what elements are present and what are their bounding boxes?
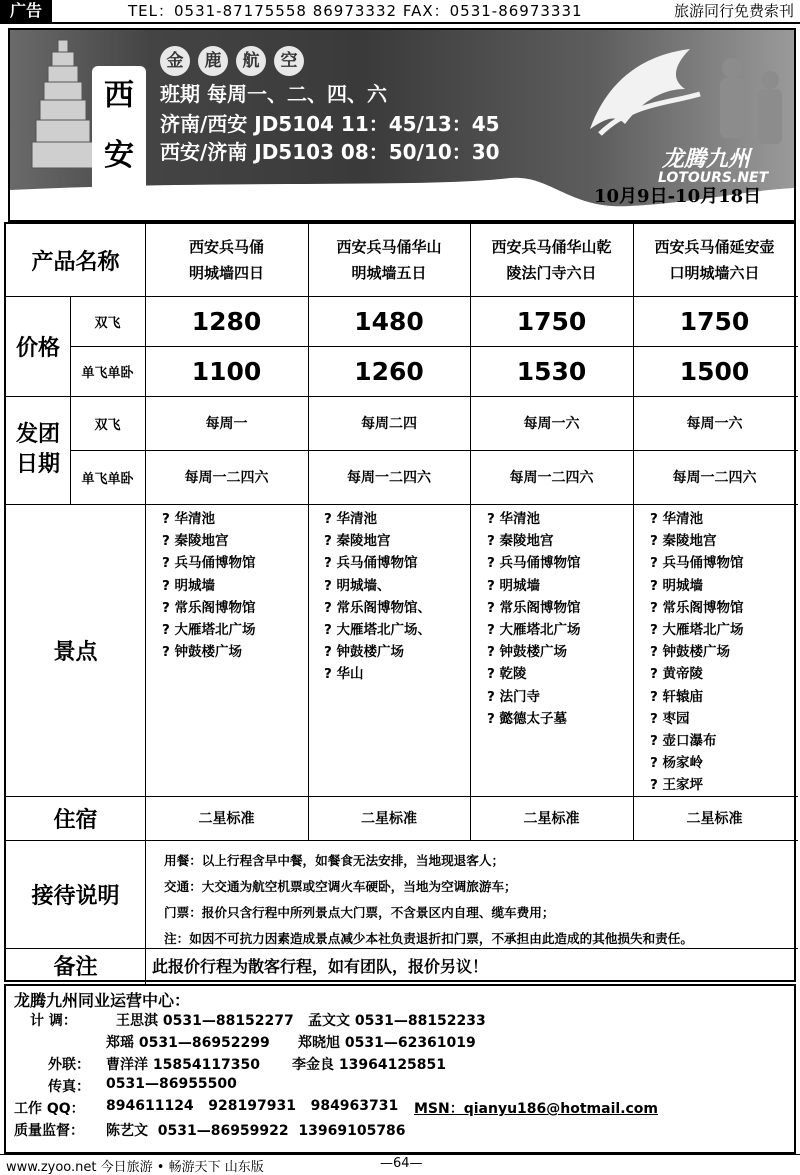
spot-item: ? 华山: [324, 663, 431, 685]
note-line: 注：如因不可抗力因素造成景点减少本社负责退折扣门票，不承担由此造成的其他损失和责任。: [164, 931, 693, 946]
spot-item: ? 大雁塔北广场: [162, 619, 256, 641]
lodging-value: 二星标准: [523, 811, 580, 827]
spot-item: ? 常乐阁博物馆、: [324, 597, 431, 619]
spot-item: ? 常乐阁博物馆: [487, 597, 581, 619]
dragon-logo-icon: [570, 34, 710, 144]
product-line: 西安兵马俑: [188, 238, 264, 256]
ad-tag: 广告: [0, 0, 52, 22]
departure-label: [6, 396, 70, 504]
departure-day: 每周一六: [686, 416, 743, 432]
spot-item: ? 明城墙: [162, 575, 256, 597]
contact-line: TEL：0531-87175558 86973332 FAX：0531-86973331: [128, 2, 583, 20]
city-char: 安: [104, 138, 134, 173]
spots-label: 景点: [53, 639, 98, 665]
spot-item: ? 枣园: [650, 708, 744, 730]
contact-entry: 王思淇 0531—88152277: [116, 1013, 294, 1029]
spot-item: ? 兵马俑博物馆: [324, 552, 431, 574]
price-table: [4, 222, 796, 982]
contact-entry: 郑瑶 0531—86952299: [106, 1035, 270, 1051]
city-char: 西: [104, 78, 134, 113]
product-header: 产品名称: [31, 249, 120, 275]
price-value: 1500: [679, 356, 750, 386]
departure-day: 每周一二四六: [184, 470, 269, 486]
spot-item: ? 乾陵: [487, 663, 581, 685]
msn-address: MSN：qianyu186@hotmail.com: [414, 1101, 659, 1117]
lodging-label: 住宿: [53, 807, 98, 833]
schedule: [160, 80, 387, 108]
contact-entry: 曹洋洋 15854117350: [106, 1057, 261, 1073]
footer-title: 龙腾九州同业运营中心：: [14, 991, 191, 1010]
danfei-label: 单飞单卧: [81, 471, 134, 487]
spots-list: [162, 508, 256, 663]
note-line: 用餐：以上行程含早中餐，如餐食无法安排，当地现退客人；: [164, 853, 505, 868]
spot-item: ? 懿德太子墓: [487, 708, 581, 730]
departure-day: 每周一二四六: [672, 470, 757, 486]
danfei-label: 单飞单卧: [81, 365, 134, 381]
departure-day: 每周一六: [523, 416, 580, 432]
remark-text: 此报价行程为散客行程，如有团队，报价另议！: [152, 956, 489, 976]
spot-item: ? 华清池: [162, 508, 256, 530]
spot-item: ? 秦陵地宫: [324, 530, 431, 552]
spot-item: ? 常乐阁博物馆: [162, 597, 256, 619]
spot-item: ? 兵马俑博物馆: [162, 552, 256, 574]
site-line: www.zyoo.net 今日旅游 • 畅游天下 山东版: [6, 1160, 264, 1175]
product-name: [145, 224, 308, 296]
spot-item: ? 常乐阁博物馆: [650, 597, 744, 619]
price-value: 1260: [354, 356, 424, 386]
price-value: 1750: [516, 306, 587, 336]
spots-list: [487, 508, 581, 730]
lodging-value: 二星标准: [686, 811, 743, 827]
fax-label: 传真：: [48, 1079, 90, 1095]
airline-char: 金: [160, 46, 190, 76]
spot-item: ? 钟鼓楼广场: [650, 641, 744, 663]
contact-entry: 郑晓旭 0531—62361019: [298, 1035, 476, 1051]
spot-item: ? 杨家岭: [650, 752, 744, 774]
reception-label: 接待说明: [31, 883, 120, 909]
publication-name: 旅游同行免费索刊: [673, 2, 794, 20]
spot-item: ? 兵马俑博物馆: [650, 552, 744, 574]
product-line: 西安兵马俑华山: [336, 238, 442, 256]
product-line: 陵法门寺六日: [506, 264, 597, 282]
spot-item: ? 华清池: [650, 508, 744, 530]
spot-item: ? 华清池: [487, 508, 581, 530]
product-line: 明城墙五日: [351, 264, 427, 282]
spots-list: [324, 508, 431, 686]
spot-item: ? 秦陵地宫: [650, 530, 744, 552]
shuangfei-label: 双飞: [94, 417, 121, 433]
product-name: [308, 224, 470, 296]
product-line: 明城墙四日: [188, 264, 264, 282]
departure-day: 每周一二四六: [509, 470, 594, 486]
quality-label: 质量监督：: [14, 1123, 84, 1139]
spot-item: ? 明城墙: [487, 575, 581, 597]
departure-label-line: 日期: [15, 452, 60, 477]
contact-entry: 孟文文 0531—88152233: [308, 1013, 486, 1029]
lodging-value: 二星标准: [361, 811, 417, 827]
departure-day: 每周一: [205, 416, 248, 432]
note-line: 门票：报价只含行程中所列景点大门票，不含景区内自理、缆车费用；: [164, 905, 555, 920]
price-label: 价格: [15, 335, 60, 361]
spot-item: ? 大雁塔北广场: [650, 619, 744, 641]
spot-item: ? 兵马俑博物馆: [487, 552, 581, 574]
spot-item: ? 钟鼓楼广场: [324, 641, 431, 663]
departure-day: 每周一二四六: [347, 470, 431, 486]
schedule-text: 班期 每周一、二、四、六: [160, 82, 387, 106]
city-label: [92, 66, 146, 196]
spot-item: ? 秦陵地宫: [162, 530, 256, 552]
price-value: 1750: [679, 306, 750, 336]
spot-item: ? 轩辕庙: [650, 686, 744, 708]
spot-item: ? 明城墙、: [324, 575, 431, 597]
price-value: 1480: [354, 306, 424, 336]
bottom-bar: [0, 1154, 800, 1173]
spot-item: ? 法门寺: [487, 686, 581, 708]
spot-item: ? 钟鼓楼广场: [162, 641, 256, 663]
product-name: [470, 224, 633, 296]
quality-contact: 陈艺文 0531—86959922 13969105786: [106, 1123, 406, 1139]
airline-char: 航: [236, 46, 266, 76]
planning-label: 计 调：: [30, 1013, 77, 1029]
spot-item: ? 黄帝陵: [650, 663, 744, 685]
spot-item: ? 大雁塔北广场、: [324, 619, 431, 641]
page-number: —64—: [380, 1156, 423, 1171]
airline-char: 空: [274, 46, 304, 76]
departure-day: 每周二四: [361, 416, 417, 432]
remark-label: 备注: [53, 954, 98, 980]
product-name: [633, 224, 796, 296]
flight-back: 西安/济南 JD5103 08：50/10：30: [160, 140, 500, 164]
price-value: 1100: [191, 356, 262, 386]
flight-out: 济南/西安 JD5104 11：45/13：45: [160, 112, 500, 136]
liaison-label: 外联：: [48, 1057, 90, 1073]
product-line: 口明城墙六日: [669, 264, 760, 282]
qq-label: 工作 QQ：: [14, 1101, 85, 1117]
product-line: 西安兵马俑华山乾: [491, 238, 612, 256]
spot-item: ? 壶口瀑布: [650, 730, 744, 752]
fax-number: 0531—86955500: [106, 1076, 237, 1092]
logo-text: 龙腾九州: [662, 147, 751, 172]
departure-label-line: 发团: [15, 422, 60, 447]
spot-item: ? 华清池: [324, 508, 431, 530]
spot-item: ? 秦陵地宫: [487, 530, 581, 552]
note-line: 交通：大交通为航空机票或空调火车硬卧，当地为空调旅游车；: [164, 879, 517, 894]
shuangfei-label: 双飞: [94, 315, 121, 331]
date-range: 10月9日-10月18日: [594, 186, 762, 207]
spot-item: ? 大雁塔北广场: [487, 619, 581, 641]
price-value: 1280: [191, 306, 262, 336]
qq-numbers: 894611124 928197931 984963731: [106, 1098, 399, 1114]
logo-url: LOTOURS.NET: [658, 170, 769, 186]
spots-list: [650, 508, 744, 796]
lodging-value: 二星标准: [198, 811, 255, 827]
spot-item: ? 王家坪: [650, 774, 744, 796]
contact-entry: 李金良 13964125851: [292, 1057, 447, 1073]
price-value: 1530: [516, 356, 587, 386]
spot-item: ? 钟鼓楼广场: [487, 641, 581, 663]
product-line: 西安兵马俑延安壶: [654, 238, 775, 256]
airline-char: 鹿: [198, 46, 228, 76]
spot-item: ? 明城墙: [650, 575, 744, 597]
contact-footer: [4, 984, 796, 1154]
